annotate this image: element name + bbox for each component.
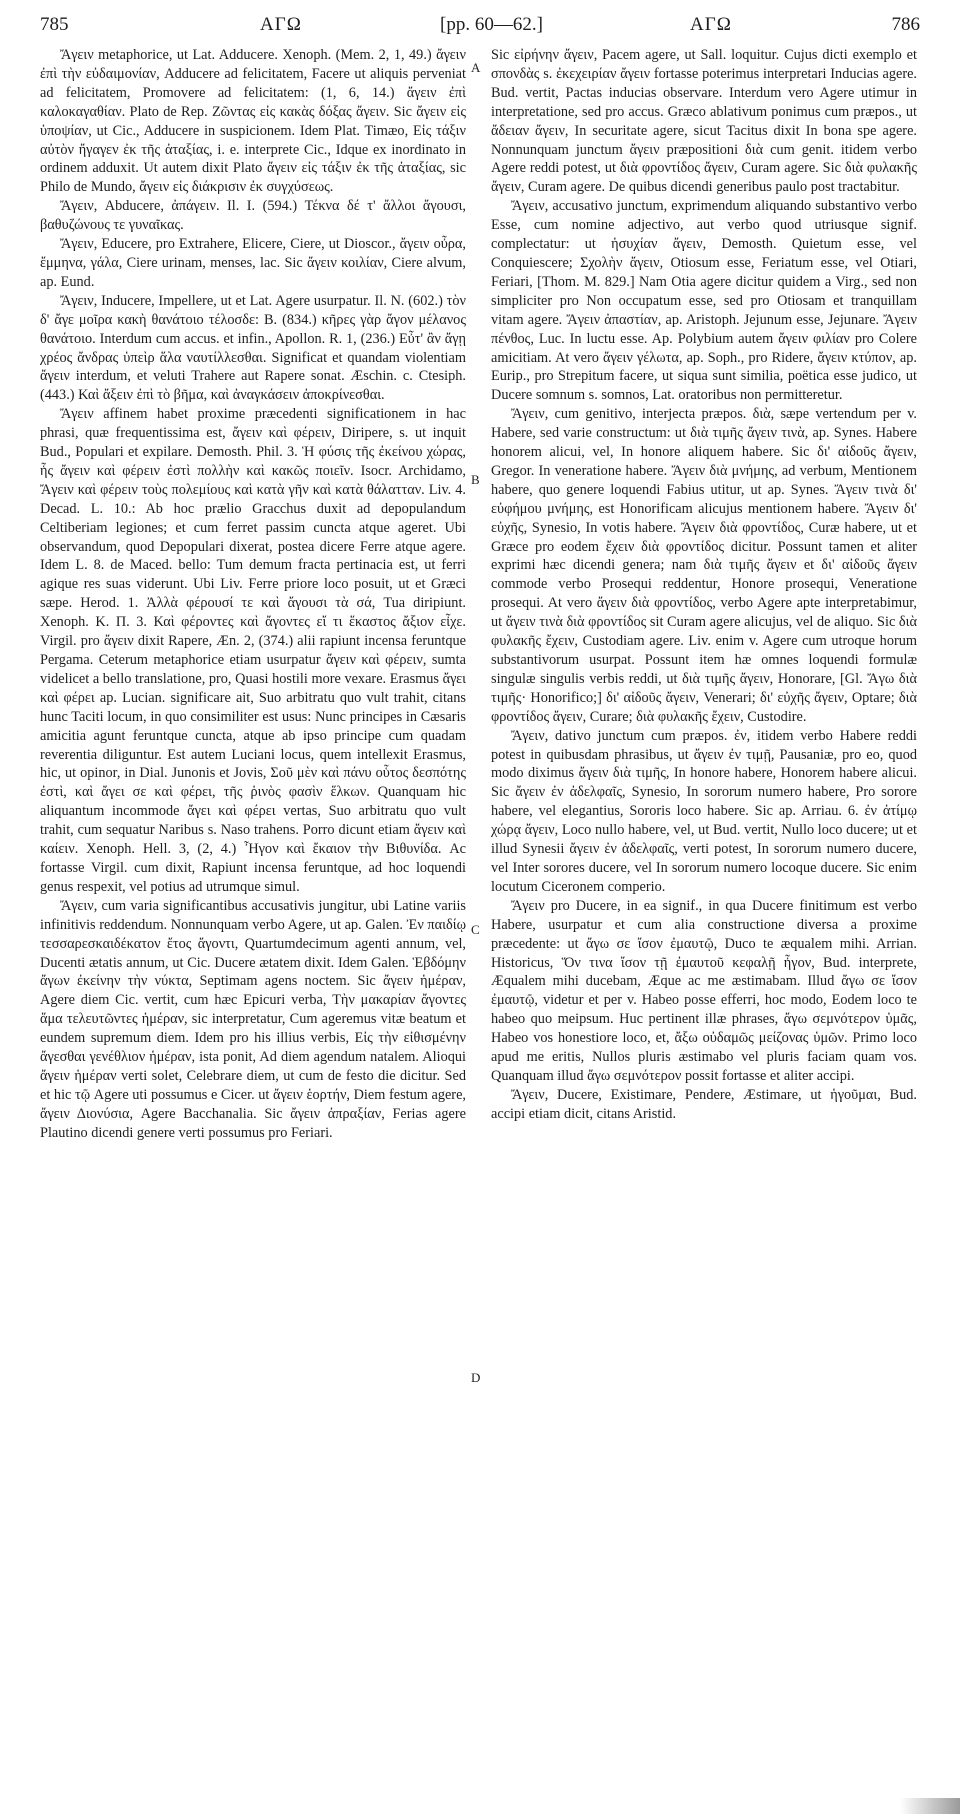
- entry-paragraph: Ἄγειν, Educere, pro Extrahere, Elicere, Ciere, ut Dioscor., ἄγειν οὖρα, ἔμμηνα, γάλα, Ciere urinam, menses, lac. Sic ἄγειν κοιλίαν, Ciere alvum, ap. Eund.: [40, 236, 466, 290]
- page-number-right: 786: [891, 14, 920, 35]
- entry-paragraph: Ἄγειν, accusativo junctum, exprimendum aliquando substantivo verbo Esse, cum nomine adjectivo, aut verbo quod utriusque signif. complectatur: ut ἡσυχίαν ἄγειν, Demosth. Quietum esse, vel Conquiescere; Σχολὴν ἄγειν, Otiosum esse, Feriatum esse, vel Otiari, Feriari, [Thom. M. 829.] Nam Otia agere dicitur quidem a Virg., sed non simpliciter pro Non occupatum esse, sed pro Otiosam et tranquillam vitam agere. Ἄγειν ἀπαστίαν, ap. Aristoph. Jejunum esse, Jejunare. Ἄγειν πένθος, Luc. In luctu esse. Ap. Polybium autem ἄγειν φιλίαν pro Colere amicitiam. At vero ἄγειν γέλωτα, ap. Soph., pro Ridere, ἄγειν κτύπον, ap. Eurip., pro Strepitum facere, ut siqua sunt similia, poëtica esse judico, ut Ducere somnum s. somnos, Lat. oratoribus non permitteretur.: [491, 198, 917, 404]
- margin-marker-b: B: [471, 472, 480, 487]
- margin-marker-a: A: [471, 60, 481, 75]
- entry-paragraph: Ἄγειν, dativo junctum cum præpos. ἐν, itidem verbo Habere reddi potest in quibusdam phrasibus, ut ἄγειν ἐν τιμῇ, Pausaniæ, pro eo, quod modo diximus ἄγειν διὰ τιμῆς, In honore habere, Honorem habere alicui. Sic ἄγειν ἐν ἀδελφαῖς, Synesio, In sororum numero habere, Pro sorore habere, vel elegantius, Sororis loco habere. Sic ap. Arriau. 6. ἐν ἀτίμῳ χώρᾳ ἄγειν, Loco nullo habere, vel, ut Bud. vertit, Nullo loco ducere; ut et illud Synesii ἄγειν ἐν ἀδελφαῖς, verti potest, In sororum numero ducere, vel Inter sorores ducere, vel In sororum numero locoque ducere. Sic enim locutum Ciceronem comperio.: [491, 727, 917, 895]
- entry-paragraph: Ἄγειν affinem habet proxime præcedenti significationem in hac phrasi, quæ frequentissima est, ἄγειν καὶ φέρειν, Diripere, s. ut inquit Bud., Populari et expilare. Demosth. Phil. 3. Ἡ φύσις τῆς ἐκείνου χώρας, ἧς ἄγειν καὶ φέρειν ἐστὶ πολλὴν καὶ κακῶς ποιεῖν. Isocr. Archidamo, Ἄγειν καὶ φέρειν τοὺς πολεμίους καὶ κατὰ γῆν καὶ κατὰ θάλατταν. Liv. 4. Decad. L. 10.: Ab hoc prælio Gracchus duxit ad depopulandum Celtiberiam legiones; et cum ferret passim cuncta atque ageret. Ubi observandum, quod Depopulari dixerat, postea dicere Ferre atque agere. Idem L. 8. de Maced. bello: Tum demum fracta pertinacia est, ut ferri agique res suas viderunt. Ubi Liv. Ferre priore loco posuit, ut et Græci sæpe. Herod. 1. Ἀλλὰ φέρουσί τε καὶ ἄγουσι τὰ σά, Tua diripiunt. Xenoph. K. Π. 3. Καὶ φέροντες καὶ ἄγοντες εἴ τι ἕκαστος ἄξιον εἶχε. Virgil. pro ἄγειν dixit Rapere, Æn. 2, (374.) alii rapiunt incensa feruntque Pergama. Ceterum metaphorice etiam usurpatur ἄγειν καὶ φέρειν, sumta videlicet a bello translatione, pro, Quasi hostili more vexare. Erasmus ἄγει καὶ φέρει ap. Lucian. significare ait, Suo arbitratu quo vult trahit, citans hunc Taciti locum, in quo consimiliter est usus: Nunc principes in Cæsaris amicitia agunt feruntque cuncta, atque ab ipso principe cum quadam reverentia diliguntur. Est autem Luciani locus, quem intellexit Erasmus, hic, ut opinor, in Dial. Junonis et Jovis, Σοῦ μὲν καὶ πάνυ οὗτος δεσπότης ἐστὶ, καὶ ἄγει σε καὶ φέρει, τῆς ῥινὸς φασὶν ἕλκων. Quanquam hic aliquantum incommode ἄγει καὶ φέρει vertas, Suo arbitratu quo vult trahit, cum sequatur Naribus s. Naso trahens. Porro dicunt etiam ἄγειν καὶ καίειν. Xenoph. Hell. 3, (2, 4.) Ἦγον καὶ ἔκαιον τὴν Βιθυνίδα. Ac fortasse Virgil. cum dixit, Rapiunt incensa feruntque, ad hoc loquendi genus respexit, vel potius ad utrumque simul.: [40, 406, 466, 895]
- entry-paragraph: Ἄγειν, cum genitivo, interjecta præpos. διὰ, sæpe vertendum per v. Habere, sed varie constructum: ut διὰ τιμῆς ἄγειν τινὰ, ap. Synes. Habere honorem alicui, vel, In honore aliquem habere. Sic δι' αἰδοῦς ἄγειν, Gregor. In veneratione habere. Ἄγειν διὰ μνήμης, ad verbum, Mentionem habere, quo genere loquendi Fabius utitur, ut ap. Synes. Ἄγειν τινὰ δι' εὐφήμου μνήμης, est Honorificam alicujus mentionem habere. Ἄγειν δι' εὐχῆς, Synesio, In votis habere. Ἄγειν διὰ φροντίδος, Curæ habere, ut et Græce pro eodem ἔχειν διὰ φροντίδος dicitur. Possunt tamen et aliter exprimi hæc dicendi genera; nam διὰ τιμῆς ἄγειν et δι' αἰδοῦς ἄγειν commode verbo Prosequi reddentur, Honore prosequi, Veneratione prosequi. At vero ἄγειν διὰ φροντίδος, verbo Agere apte interpretabimur, ut ἄγειν τινὰ διὰ φροντίδος sit Curam agere alicujus, vel de aliquo. Sic διὰ φυλακῆς ἔχειν, Custodiam agere. Liv. enim v. Agere cum utroque horum substantivorum usurpat. Possunt item hæ omnes loquendi formulæ singulæ singulis verbis reddi, ut διὰ τιμῆς ἄγειν, Honorare, [Gl. Ἄγω διὰ τιμῆς· Honorifico;] δι' αἰδοῦς ἄγειν, Venerari; δι' εὐχῆς ἄγειν, Optare; διὰ φροντίδος ἄγειν, Curare; διὰ φυλακῆς ἔχειν, Custodire.: [491, 406, 917, 725]
- margin-marker-c: C: [471, 922, 480, 937]
- page-range: [pp. 60—62.]: [440, 14, 543, 35]
- entry-paragraph-continued: Sic εἰρήνην ἄγειν, Pacem agere, ut Sall. loquitur. Cujus dicti exemplo et σπονδὰς s. ἐκεχειρίαν ἄγειν fortasse poterimus interpretari Inducias agere. Bud. vertit, Pactas inducias observare. Interdum vero Agere utimur in interpretatione, sed pro accus. Græco ablativum ponimus cum præpos., ut ἄδειαν ἄγειν, In securitate agere, sicut Tacitus dixit In bona spe agere. Nonnunquam junctum ἄγειν præpositioni διὰ cum genit. itidem verbo Agere reddi potest, ut διὰ φροντίδος ἄγειν, Curam agere. Sic διὰ φυλακῆς ἄγειν, Curam agere. De quibus dicendi generibus paulo post tractabitur.: [491, 47, 917, 196]
- page-number-left: 785: [40, 14, 69, 35]
- entry-paragraph: Ἄγειν, Ducere, Existimare, Pendere, Æstimare, ut ἡγοῦμαι, Bud. accipi etiam dicit, citans Aristid.: [491, 1086, 917, 1122]
- page-header: [40, 14, 920, 44]
- left-column: [40, 46, 466, 1806]
- scan-edge-shadow: [900, 1798, 960, 1814]
- entry-paragraph: Ἄγειν metaphorice, ut Lat. Adducere. Xenoph. (Mem. 2, 1, 49.) ἄγειν ἐπὶ τὴν εὐδαιμονίαν, Adducere ad felicitatem, Facere ut aliquis perveniat ad felicitatem, Promovere ad felicitatem: (1, 6, 14.) ἄγειν ἐπὶ καλοκαγαθίαν. Plato de Rep. Ζῶντας εἰς κακὰς δόξας ἄγειν. Sic ἄγειν εἰς ὑποψίαν, ut Cic., Adducere in suspicionem. Idem Plat. Timæo, Εἰς τάξιν αὐτὸν ἤγαγεν ἐκ τῆς ἀταξίας, i. e. interprete Cic., Idque ex inordinato in ordinem adduxit. Ut autem dixit Plato ἄγειν εἰς τάξιν ἐκ τῆς ἀταξίας, sic Philo de Mundo, ἄγειν εἰς διάκρισιν ἐκ συγχύσεως.: [40, 47, 466, 196]
- margin-marker-d: D: [471, 1370, 481, 1385]
- entry-paragraph: Ἄγειν, Inducere, Impellere, ut et Lat. Agere usurpatur. Il. N. (602.) τὸν δ' ἄγε μοῖρα κακὴ θανάτοιο τέλοσδε: B. (834.) κῆρες γὰρ ἄγον μέλανος θανάτοιο. Interdum cum accus. et infin., Apollon. R. 1, (236.) Εὖτ' ἂν ἄγῃ χρέος ἄνδρας ὑπεὶρ ἅλα ναυτίλλεσθαι. Significat et quandam violentiam ἄγειν interdum, et veluti Trahere aut Rapere sonat. Æschin. c. Ctesiph. (443.) Καὶ ἄξειν ἐπὶ τὸ βῆμα, καὶ ἀναγκάσειν ἀποκρίνεσθαι.: [40, 292, 466, 404]
- running-headword-right: ΑΓΩ: [690, 14, 732, 35]
- entry-paragraph: Ἄγειν, Abducere, ἀπάγειν. Il. I. (594.) Τέκνα δέ τ' ἄλλοι ἄγουσι, βαθυζώνους τε γυναῖκας.: [40, 198, 466, 234]
- running-headword-left: ΑΓΩ: [260, 14, 302, 35]
- right-column: [491, 46, 917, 1806]
- entry-paragraph: Ἄγειν pro Ducere, in ea signif., in qua Ducere finitimum est verbo Habere, usurpatur et cum alia constructione diversa a proxime præcedente: ut ἄγω σε ἴσον ἐμαυτῷ, Duco te æqualem mihi. Arrian. Historicus, Ὅν τινα ἴσον τῇ ἐμαυτοῦ κεφαλῇ ἦγον, Bud. interprete, Æqualem mihi ducebam, Æque ac me æstimabam. Illud ἄγω σε ἴσον ἐμαυτῷ, videtur et per v. Habeo posse efferri, hoc modo, Eodem loco te habeo quo meipsum. Huc pertinent illæ phrases, ἄγω σεμνότερον ὑμᾶς, Habeo vos honestiore loco, et, ἄξω οὐδαμῶς μείζονας ὑμῶν. Primo loco apud me eritis, Nullos pluris æstimabo vel pluris faciam quam vos. Quanquam illud ἄγω σεμνότερον possit fortasse et aliter accipi.: [491, 897, 917, 1084]
- entry-paragraph: Ἄγειν, cum varia significantibus accusativis jungitur, ubi Latine variis infinitivis reddendum. Nonnunquam verbo Agere, ut ap. Galen. Ἐν παιδίῳ τεσσαρεσκαιδέκατον ἔτος ἄγοντι, Quartumdecimum agenti annum, vel, Ducenti ætatis annum, ut Cic. Ducere ætatem dixit. Idem Galen. Ἑβδόμην ἄγων ἐκείνην τὴν νύκτα, Septimam agens noctem. Sic ἄγειν ἡμέραν, Agere diem Cic. vertit, cum hæc Epicuri verba, Τὴν μακαρίαν ἄγοντες ἅμα τελευτῶντες ἡμέραν, sic interpretatur, Cum ageremus vitæ beatum et eundem supremum diem. Idem pro his illius verbis, Εἰς τὴν εἰθισμένην ἄγεσθαι γενέθλιον ἡμέραν, ista ponit, Ad diem agendum natalem. Alioqui ἄγειν ἡμέραν verti solet, Celebrare diem, ut cum de festo die dicitur. Sed et hic τῷ Agere uti possumus e Cicer. ut ἄγειν ἑορτήν, Diem festum agere, ἄγειν Διονύσια, Agere Bacchanalia. Sic ἄγειν ἀπραξίαν, Ferias agere Plautino dicendi genere verti possumus pro Feriari.: [40, 897, 466, 1141]
